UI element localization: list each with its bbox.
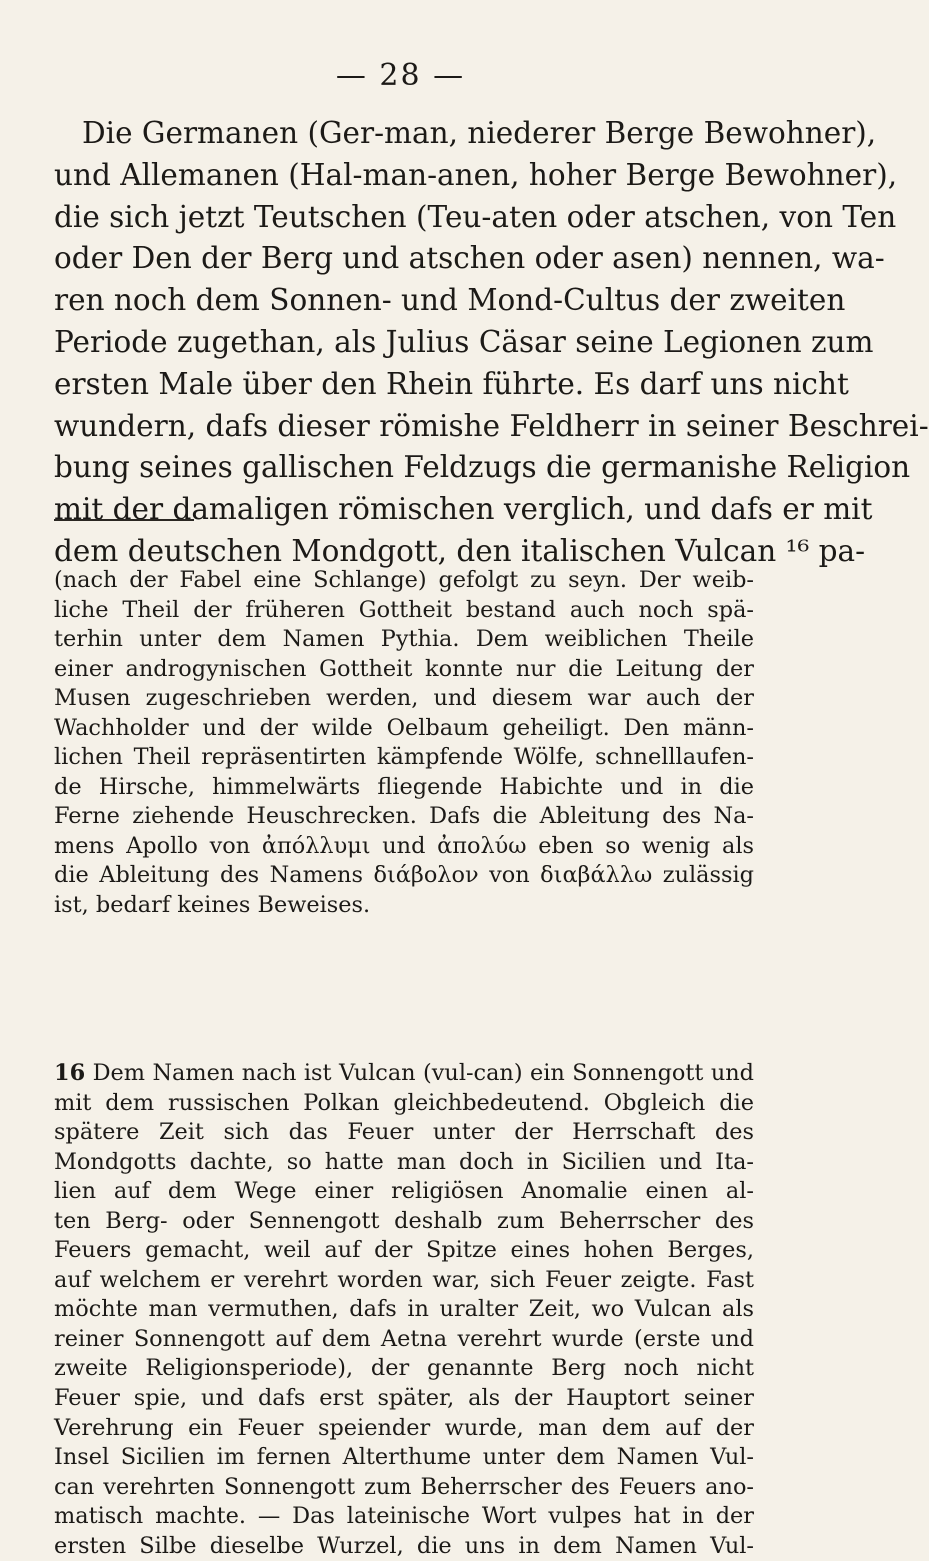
text-line: Die Germanen (Ger-man, niederer Berge Bewohner), (82, 116, 877, 150)
footnote-line: mens Apollo von ἀπόλλυμι und ἀπολύω eben so wenig als (54, 832, 754, 859)
footnote-line: spätere Zeit sich das Feuer unter der Herrschaft des (54, 1119, 754, 1146)
text-line: die sich jetzt Teutschen (Teu-aten oder atschen, von Ten (54, 199, 897, 234)
footnote-line: terhin unter dem Namen Pythia. Dem weiblichen Theile (54, 626, 754, 653)
footnote-line: (nach der Fabel eine Schlange) gefolgt zu seyn. Der weib- (54, 567, 754, 593)
footnote-line: de Hirsche, himmelwärts fliegende Habichte und in die (54, 773, 754, 800)
footnote-16 (54, 1059, 754, 1561)
main-body-text (54, 113, 929, 573)
footnote-16-first-line (54, 1059, 754, 1089)
footnote-line: can verehrten Sonnengott zum Beherrscher des Feuers ano- (54, 1473, 754, 1500)
footnote-line: ersten Silbe dieselbe Wurzel, die uns in dem Namen Vul- (54, 1532, 754, 1559)
footnote-line: lien auf dem Wege einer religiösen Anomalie einen al- (54, 1178, 754, 1205)
text-line: oder Den der Berg und atschen oder asen) nennen, wa- (54, 241, 885, 276)
footnote-line: Feuers gemacht, weil auf der Spitze eines hohen Berges, (54, 1237, 754, 1264)
text-line: Periode zugethan, als Julius Cäsar seine Legionen zum (54, 324, 874, 359)
footnote-marker: 16 (54, 1060, 86, 1086)
footnote-line: möchte man vermuthen, dafs in uralter Zeit, wo Vulcan als (54, 1296, 754, 1323)
footnote-line: matisch machte. — Das lateinische Wort vulpes hat in der (54, 1503, 754, 1530)
text-line: ersten Male über den Rhein führte. Es darf uns nicht (54, 366, 849, 401)
text-line: und Allemanen (Hal-man-anen, hoher Berge Bewohner), (54, 157, 898, 192)
footnote-line: Ferne ziehende Heuschrecken. Dafs die Ableitung des Na- (54, 803, 754, 830)
footnote-line: ist, bedarf keines Beweises. (54, 892, 371, 919)
page-number: — 28 — (335, 58, 466, 93)
footnote-line: auf welchem er verehrt worden war, sich Feuer zeigte. Fast (54, 1266, 754, 1293)
text-line: bung seines gallischen Feldzugs die germanishe Religion (54, 450, 911, 485)
footnote-line: Insel Sicilien im fernen Alterthume unter dem Namen Vul- (54, 1444, 754, 1471)
footnote-line: zweite Religionsperiode), der genannte Berg noch nicht (54, 1355, 754, 1382)
footnote-line: Verehrung ein Feuer speiender wurde, man dem auf der (54, 1414, 754, 1441)
footnote-line: Mondgotts dachte, so hatte man doch in Sicilien und Ita- (54, 1148, 754, 1175)
footnote-line: liche Theil der früheren Gottheit bestand auch noch spä- (54, 596, 754, 623)
text-line: ren noch dem Sonnen- und Mond-Cultus der zweiten (54, 283, 846, 318)
footnote-continuation (54, 566, 754, 921)
footnote-line: einer androgynischen Gottheit konnte nur die Leitung der (54, 655, 754, 682)
footnote-divider (54, 519, 194, 521)
footnote-line: die Ableitung des Namens διάβολον von διαβάλλω zulässig (54, 862, 754, 889)
footnote-line: ten Berg- oder Sennengott deshalb zum Beherrscher des (54, 1207, 754, 1234)
footnote-line: reiner Sonnengott auf dem Aetna verehrt wurde (erste und (54, 1325, 754, 1352)
footnote-line: lichen Theil repräsentirten kämpfende Wölfe, schnelllaufen- (54, 744, 754, 771)
footnote-line: mit dem russischen Polkan gleichbedeutend. Obgleich die (54, 1089, 754, 1116)
footnote-line: Wachholder und der wilde Oelbaum geheiligt. Den männ- (54, 714, 754, 741)
text-line: wundern, dafs dieser römishe Feldherr in seiner Beschrei- (54, 408, 929, 443)
footnote-line: Feuer spie, und dafs erst später, als der Hauptort seiner (54, 1385, 754, 1412)
footnote-line: Dem Namen nach ist Vulcan (vul-can) ein Sonnengott und (92, 1060, 755, 1086)
text-line: mit der damaligen römischen verglich, und dafs er mit (54, 492, 873, 527)
text-line: dem deutschen Mondgott, den italischen Vulcan ¹⁶ pa- (54, 533, 866, 568)
footnote-line: Musen zugeschrieben werden, und diesem war auch der (54, 685, 754, 712)
